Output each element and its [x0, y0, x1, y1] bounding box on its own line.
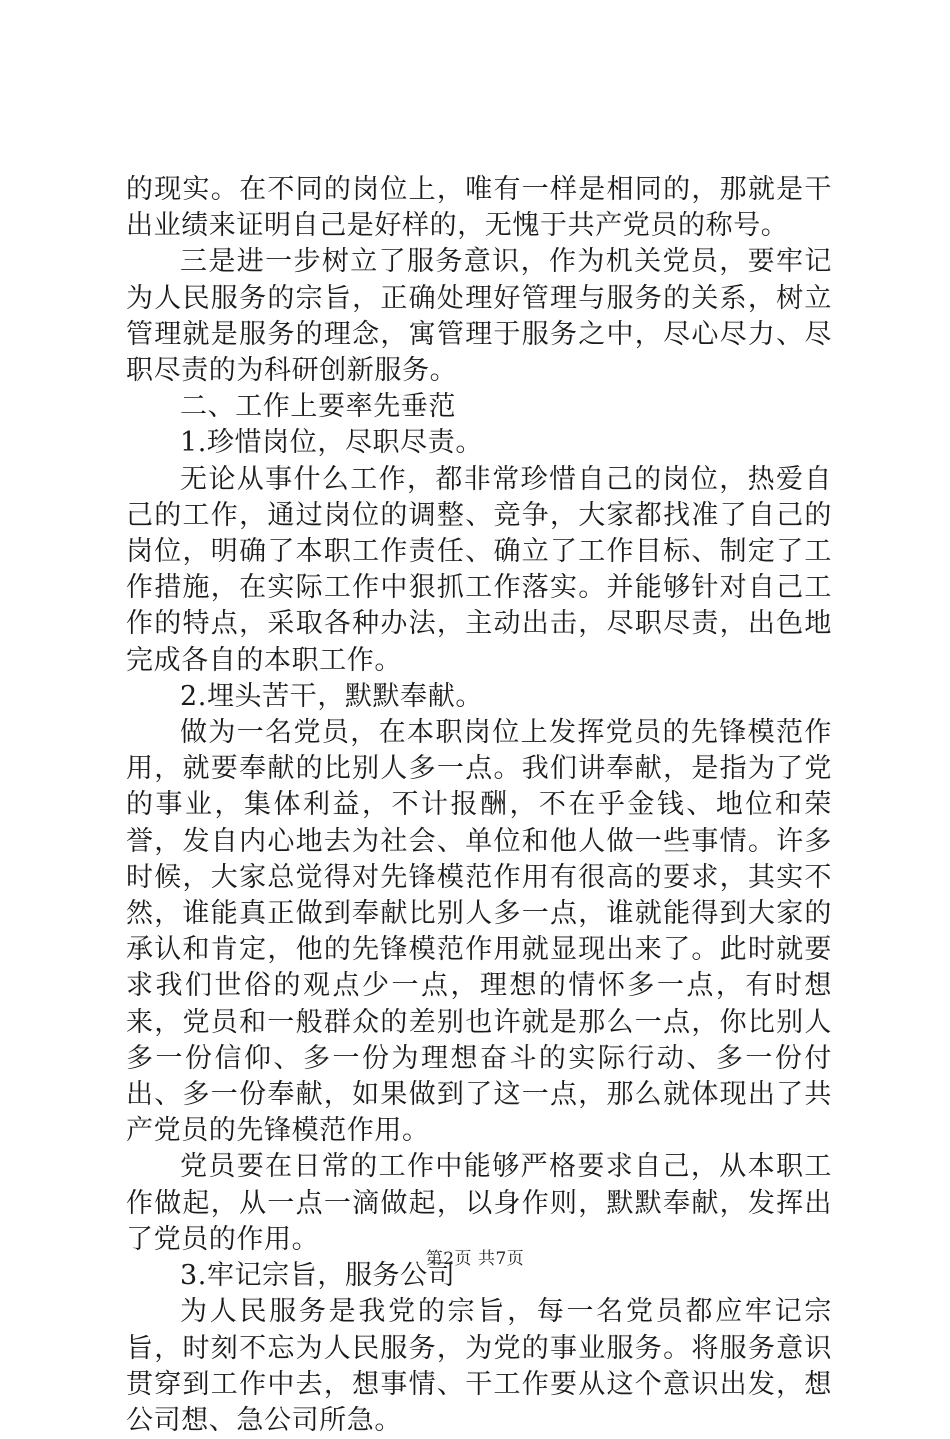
section-heading-2: 二、工作上要率先垂范: [180, 391, 456, 423]
paragraph-4: 做为一名党员，在本职岗位上发挥党员的先锋模范作用，就要奉献的比别人多一点。我们讲奉献，是指为了党的事业，集体利益，不计报酬，不在乎金钱、地位和荣誉，发自内心地去为社会、单位和他人做一些事情。许多时候，大家总觉得对先锋模范作用有很高的要求，其实不然，谁能真正做到奉献比别人多一点，谁就能得到大家的承认和肯定，他的先锋模范作用就显现出来了。此时就要求我们世俗的观点少一点，理想的情怀多一点，有时想来，党员和一般群众的差别也许就是那么一点，你比别人多一份信仰、多一份为理想奋斗的实际行动、多一份付出、多一份奉献，如果做到了这一点，那么就体现出了共产党员的先锋模范作用。: [126, 717, 832, 1147]
paragraph-6: 为人民服务是我党的宗旨，每一名党员都应牢记宗旨，时刻不忘为人民服务，为党的事业服务。将服务意识贯穿到工作中去，想事情、干工作要从这个意识出发，想公司想、急公司所急。: [126, 1296, 832, 1436]
paragraph-3: 无论从事什么工作，都非常珍惜自己的岗位，热爱自己的工作，通过岗位的调整、竞争，大家都找准了自己的岗位，明确了本职工作责任、确立了工作目标、制定了工作措施，在实际工作中狠抓工作落实。并能够针对自己工作的特点，采取各种办法，主动出击，尽职尽责，出色地完成各自的本职工作。: [126, 463, 832, 676]
subheading-1: 1.珍惜岗位，尽职尽责。: [180, 427, 483, 459]
page-number-footer: 第2页 共7页: [425, 1249, 525, 1269]
paragraph-5: 党员要在日常的工作中能够严格要求自己，从本职工作做起，从一点一滴做起，以身作则，默默奉献，发挥出了党员的作用。: [126, 1151, 832, 1255]
paragraph-2: 三是进一步树立了服务意识，作为机关党员，要牢记为人民服务的宗旨，正确处理好管理与服务的关系，树立管理就是服务的理念，寓管理于服务之中，尽心尽力、尽职尽责的为科研创新服务。: [126, 246, 832, 387]
subheading-2: 2.埋头苦干，默默奉献。: [180, 680, 483, 712]
subheading-3: 3.牢记宗旨，服务公司: [180, 1260, 456, 1292]
paragraph-1: 的现实。在不同的岗位上，唯有一样是相同的，那就是干出业绩来证明自己是好样的，无愧于共产党员的称号。: [126, 174, 832, 242]
